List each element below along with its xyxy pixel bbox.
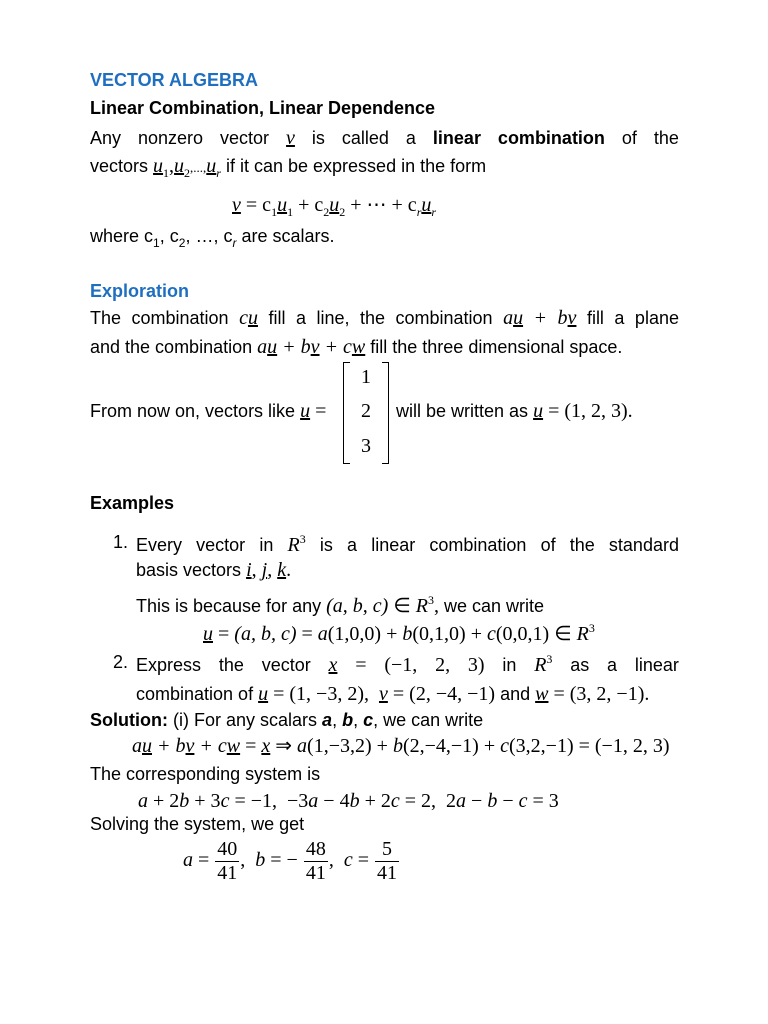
example-1-line-3: This is because for any (a, b, c) ∈ $R^3$, we can write	[136, 593, 545, 617]
example-2-number: 2.	[113, 652, 129, 672]
examples-heading: Examples	[90, 493, 175, 513]
page-title: VECTOR ALGEBRA	[90, 70, 259, 90]
column-vector-matrix: 1 2 3	[343, 362, 389, 464]
example-1-line-2: basis vectors i, j, k.	[136, 559, 292, 581]
exploration-heading: Exploration	[90, 281, 190, 301]
exploration-line-2: and the combination au + bv + cw fill the three dimensional space.	[90, 336, 623, 358]
fraction-c: $\frac{5}{41}$	[377, 838, 398, 884]
section-subtitle: Linear Combination, Linear Dependence	[90, 98, 436, 118]
example-2-line-1: Express the vector x = (−1, 2, 3) in $R^3$ as a linear	[136, 652, 679, 676]
definition-line-2: vectors $u_1,u_2,...,u_r$ if it can be expressed in the form	[90, 155, 487, 180]
example-1-line-1: Every vector in $R^3$ is a linear combination of the standard	[136, 532, 679, 556]
linear-combination-equation: $v = c_1u_1 + c_2u_2$ + ⋯ + $c_ru_r$	[232, 194, 437, 219]
where-line: where $c_1$, $c_2$, …, $c_r$ are scalars.	[90, 226, 335, 250]
system-intro: The corresponding system is	[90, 764, 321, 784]
definition-line-1: Any nonzero vector v is called a linear combination of the	[90, 127, 679, 149]
solution-line: Solution: (i) For any scalars a, b, c, we can write	[90, 710, 484, 730]
exploration-line-1: The combination cu fill a line, the combination au + bv fill a plane	[90, 307, 679, 329]
fraction-a: $\frac{40}{41}$	[217, 838, 238, 884]
solving-intro: Solving the system, we get	[90, 814, 305, 834]
example-1-number: 1.	[113, 532, 129, 552]
solution-values: a = $\frac{40}{41}$ , b = − $\frac{48}{41}$ , c = $\frac{5}{41}$	[183, 838, 398, 884]
example-1-equation: u = (a, b, c) = a(1,0,0) + b(0,1,0) + c(0,0,1) ∈ $R^3$	[203, 621, 595, 645]
linear-system: a + 2b + 3c = −1, −3a − 4b + 2c = 2, 2a − b − c = 3	[138, 790, 559, 812]
linear-combination-term: linear combination	[432, 128, 605, 148]
written-as-line: will be written as u = (1, 2, 3).	[396, 400, 633, 422]
fraction-b: $\frac{48}{41}$	[305, 838, 326, 884]
from-now-on-line: From now on, vectors like u =	[90, 400, 327, 422]
example-2-line-2: combination of u = (1, −3, 2), v = (2, −4, −1) and w = (3, 2, −1).	[136, 683, 650, 705]
solution-equation: au + bv + cw = x ⇒ a(1,−3,2) + b(2,−4,−1) + c(3,2,−1) = (−1, 2, 3)	[132, 735, 670, 757]
